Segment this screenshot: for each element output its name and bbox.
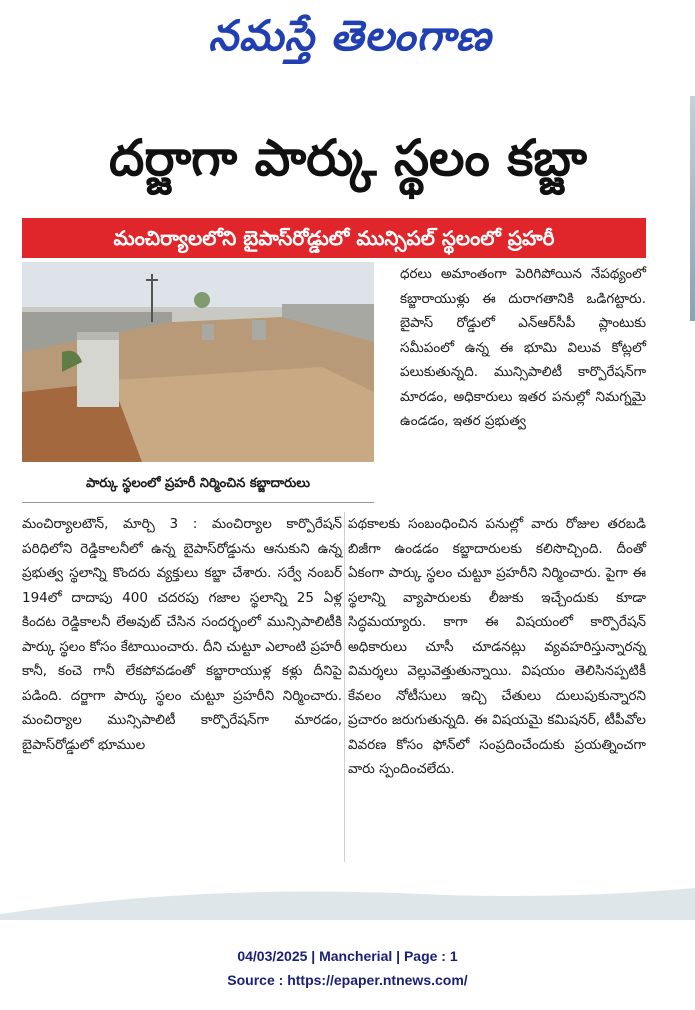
- article-headline: దర్జాగా పార్కు స్థలం కబ్జా: [109, 129, 587, 187]
- article-text-column-right-bottom: పథకాలకు సంబంధించిన పనుల్లో వారు రోజుల తరబడి బిజీగా ఉండడం కబ్జాదారులకు కలిసొచ్చింది. దీంతో ఏకంగా పార్కు స్థలం చుట్టూ ప్రహరీని నిర్మించారు. పైగా ఈ స్థలాన్ని వ్యాపారులకు లీజుకు ఇచ్చేందుకు కూడా సిద్ధమయ్యారు. కాగా ఈ విషయంలో కార్పొరేషన్ అధికారులు చూసీ చూడనట్లు వ్యవహరిస్తున్నారన్న విమర్శలు వెల్లువెత్తుతున్నాయి. విషయం తెలిసినప్పటికీ కేవలం నోటీసులు ఇచ్చి చేతులు దులుపుకున్నారని ప్రచారం జరుగుతున్నది. ఈ విషయమై కమిషనర్, టీపీవోల వివరణ కోసం ఫోన్‌లో సంప్రదించేందుకు ప్రయత్నించగా వారు స్పందించలేదు.: [348, 516, 646, 777]
- masthead-logo: నమస్తే తెలంగాణ: [208, 11, 492, 60]
- article-text-column-left: మంచిర్యాలటౌన్, మార్చి 3 : మంచిర్యాల కార్పొరేషన్ పరిధిలోని రెడ్డికాలనీలో ఉన్న బైపాస్‌రోడ్డును ఆనుకుని ఉన్న ప్రభుత్వ స్థలాన్ని కొందరు వ్యక్తులు కబ్జా చేశారు. సర్వే నంబర్ 194లో దాదాపు 400 చదరపు గజాల స్థలాన్ని 25 ఏళ్ల కిందట రెడ్డికాలనీ లేఅవుట్ చేసిన సందర్భంలో మున్సిపాలిటీకి పార్కు స్థలం కోసం కేటాయించారు. దీని చుట్టూ ఎలాంటి ప్రహరీ కానీ, కంచె గానీ లేకపోవడంతో కబ్జారాయుళ్ల కళ్లు దీనిపై పడింది. దర్జాగా పార్కు స్థలం చుట్టూ ప్రహరీని నిర్మించారు. మంచిర్యాల మున్సిపాలిటీ కార్పొరేషన్‌గా మారడం, బైపాస్‌రోడ్డులో భూముల: [22, 516, 342, 753]
- adjacent-page-edge: [690, 96, 695, 321]
- column-divider: [344, 512, 345, 862]
- article-subheadline: మంచిర్యాలలోని బైపాస్‌రోడ్డులో మున్సిపల్ స్థలంలో ప్రహరీ: [22, 218, 646, 258]
- article-text-column-right-top: ధరలు అమాంతంగా పెరిగిపోయిన నేపథ్యంలో కబ్జారాయుళ్లు ఈ దురాగతానికి ఒడిగట్టారు. బైపాస్ రోడ్డులో ఎన్ఆర్‌సీపీ ప్లాంటుకు సమీపంలో ఉన్న ఈ భూమి విలువ కోట్లలో పలుకుతున్నది. మున్సిపాలిటీ కార్పొరేషన్‌గా మారడం, అధికారులు ఇతర పనుల్లో నిమగ్నమై ఉండడం, ఇతర ప్రభుత్వ: [400, 266, 646, 429]
- photo-caption: పార్కు స్థలంలో ప్రహరీ నిర్మించిన కబ్జాదారులు: [22, 466, 374, 503]
- article-photo: [22, 262, 374, 462]
- decorative-bottom-wave: [0, 884, 695, 920]
- footer-source-link[interactable]: Source : https://epaper.ntnews.com/: [227, 972, 468, 988]
- construction-site-image: [22, 262, 374, 462]
- footer-dateline: 04/03/2025 | Mancherial | Page : 1: [237, 948, 458, 964]
